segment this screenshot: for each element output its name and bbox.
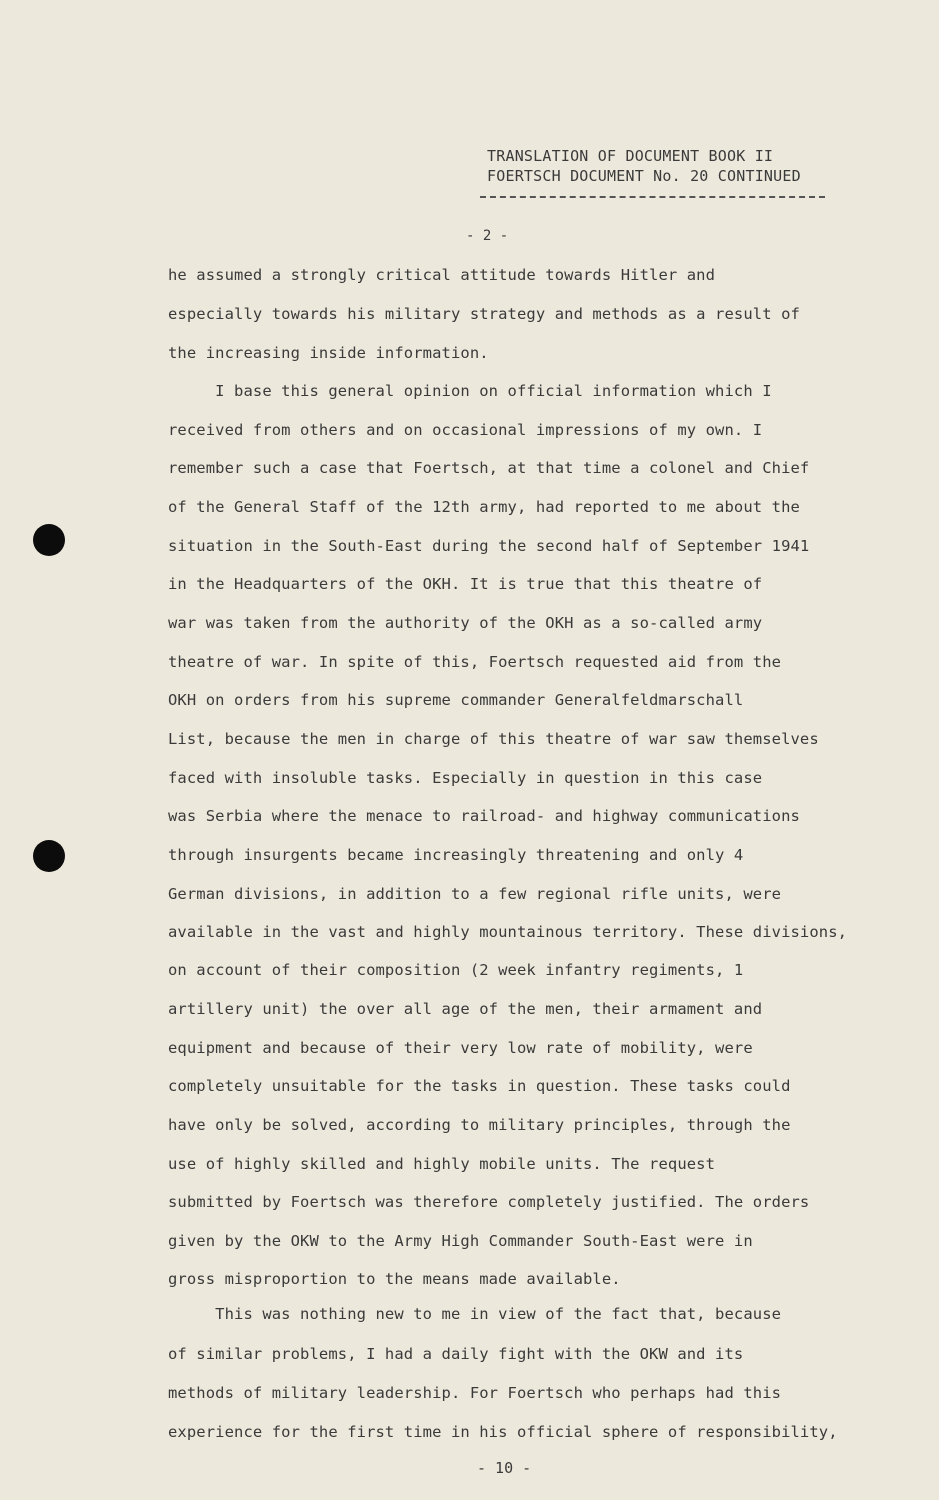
body-line: the increasing inside information. xyxy=(168,344,489,362)
body-line: faced with insoluble tasks. Especially in question in this case xyxy=(168,769,763,787)
body-line: gross misproportion to the means made available. xyxy=(168,1270,621,1288)
body-line: especially towards his military strategy and methods as a result of xyxy=(168,305,800,323)
page-number: - 10 - xyxy=(477,1459,532,1477)
body-line: theatre of war. In spite of this, Foertsch requested aid from the xyxy=(168,653,782,671)
body-line: remember such a case that Foertsch, at that time a colonel and Chief xyxy=(168,459,810,477)
body-line: war was taken from the authority of the OKH as a so-called army xyxy=(168,614,763,632)
body-line: given by the OKW to the Army High Commander South-East were in xyxy=(168,1232,753,1250)
body-line: German divisions, in addition to a few regional rifle units, were xyxy=(168,885,782,903)
body-line: equipment and because of their very low rate of mobility, were xyxy=(168,1039,753,1057)
body-line: I base this general opinion on official information which I xyxy=(168,382,772,400)
body-line: through insurgents became increasingly threatening and only 4 xyxy=(168,846,744,864)
body-line: use of highly skilled and highly mobile units. The request xyxy=(168,1155,716,1173)
body-line: OKH on orders from his supreme commander Generalfeldmarschall xyxy=(168,691,744,709)
body-line: artillery unit) the over all age of the men, their armament and xyxy=(168,1000,763,1018)
body-line: was Serbia where the menace to railroad- and highway communications xyxy=(168,807,800,825)
body-line: methods of military leadership. For Foertsch who perhaps had this xyxy=(168,1384,782,1402)
body-line: have only be solved, according to military principles, through the xyxy=(168,1116,791,1134)
page-marker: - 2 - xyxy=(466,228,509,244)
body-line: List, because the men in charge of this theatre of war saw themselves xyxy=(168,730,819,748)
body-line: experience for the first time in his official sphere of responsibility, xyxy=(168,1423,838,1441)
body-line: of the General Staff of the 12th army, had reported to me about the xyxy=(168,498,800,516)
header-line-2: FOERTSCH DOCUMENT No. 20 CONTINUED xyxy=(487,167,801,185)
body-line: in the Headquarters of the OKH. It is true that this theatre of xyxy=(168,575,763,593)
body-line: he assumed a strongly critical attitude towards Hitler and xyxy=(168,266,716,284)
body-line: on account of their composition (2 week infantry regiments, 1 xyxy=(168,961,744,979)
body-line: situation in the South-East during the second half of September 1941 xyxy=(168,537,810,555)
body-line: received from others and on occasional impressions of my own. I xyxy=(168,421,763,439)
body-line: of similar problems, I had a daily fight with the OKW and its xyxy=(168,1345,744,1363)
body-line: available in the vast and highly mountainous territory. These divisions, xyxy=(168,923,848,941)
body-line: submitted by Foertsch was therefore completely justified. The orders xyxy=(168,1193,810,1211)
header-line-1: TRANSLATION OF DOCUMENT BOOK II xyxy=(487,147,774,165)
body-line: completely unsuitable for the tasks in question. These tasks could xyxy=(168,1077,791,1095)
body-line: This was nothing new to me in view of the fact that, because xyxy=(168,1305,782,1323)
